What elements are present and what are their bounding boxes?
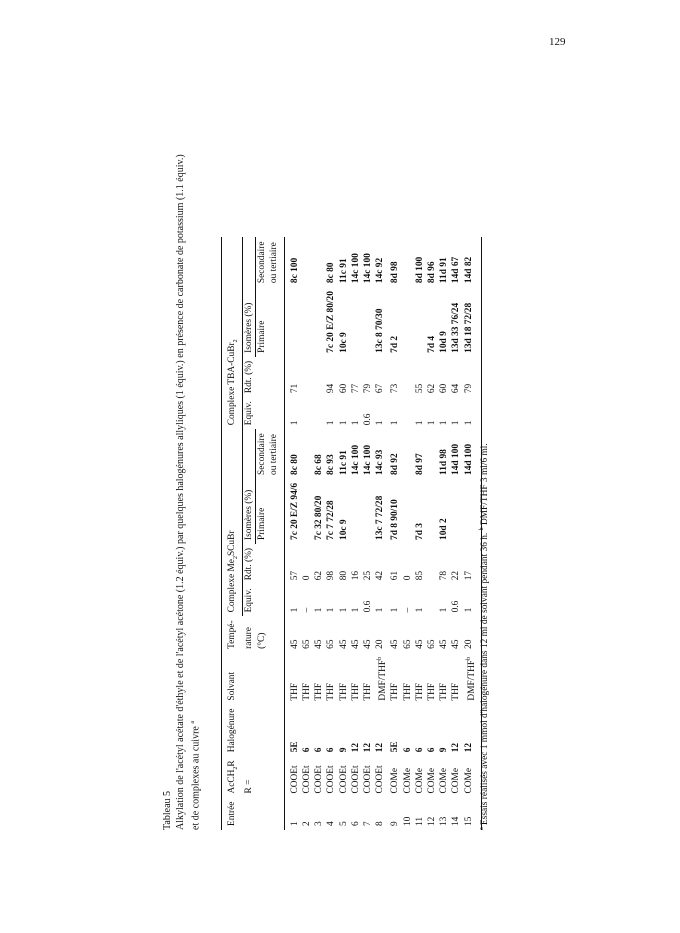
table-cell: 10 <box>402 816 413 826</box>
table-cell: 1 <box>463 397 482 429</box>
table-cell: 65 <box>427 639 438 649</box>
table-cell: 55 <box>414 383 425 394</box>
table-row <box>450 237 462 830</box>
header-equiv-1: Equiv. <box>244 588 255 613</box>
solvent-note-mark: b <box>377 656 384 660</box>
header-secondaire-2: Secondaire <box>257 241 268 284</box>
table-cell: 8d 98 <box>390 261 401 284</box>
table-cell: 22 <box>451 570 462 581</box>
table-cell: 0.6 <box>362 413 373 426</box>
table-cell: 8c 80 <box>326 262 337 284</box>
table-cell: 1 <box>451 420 462 426</box>
table-cell: 45 <box>338 639 349 649</box>
table-cell: 85 <box>414 570 425 581</box>
table-cell <box>313 397 325 429</box>
table-cell <box>301 397 313 429</box>
table-cell: 14 <box>451 816 462 826</box>
table-cell: 17 <box>463 544 482 584</box>
header-temperature-2: rature <box>243 627 254 649</box>
table-cell: 13 <box>439 816 450 826</box>
table-cell: 60 <box>439 383 450 394</box>
header-rdt-1: Rdt. (%) <box>244 547 255 581</box>
header-acch2r: AcCH$_2$R <box>222 756 243 797</box>
header-temperature: Tempé- <box>222 616 243 653</box>
table-cell: 7c 20 E/Z 80/20 <box>326 291 337 353</box>
header-primaire-1: Primaire <box>257 507 268 540</box>
table-cell: 62 <box>427 383 438 394</box>
table-cell: 1 <box>326 607 337 613</box>
table-cell: – <box>402 607 413 613</box>
table-cell: DMF/THF$^b$ <box>463 653 482 705</box>
table-cell: COMe <box>402 768 413 794</box>
table-cell: 4 <box>326 821 337 826</box>
table-cell <box>450 479 462 544</box>
rotated-table-region <box>161 0 581 830</box>
header-tertiaire-1: ou tertiaire <box>268 429 284 479</box>
table-cell: 1 <box>439 607 450 613</box>
table-cell: 14c 100 <box>362 253 373 284</box>
table-cell: 14c 100 <box>362 444 373 475</box>
table-cell: 15 <box>463 798 482 830</box>
table-cell: 78 <box>439 570 450 581</box>
table-cell: COMe <box>451 768 462 794</box>
table-cell: THF <box>350 682 361 701</box>
table-cell <box>362 287 374 357</box>
table-cell: 64 <box>451 383 462 394</box>
header-secondaire-1: Secondaire <box>257 433 268 475</box>
table-cell: 1 <box>338 607 349 613</box>
table-cell: 7d 3 <box>414 523 425 540</box>
table-cell: THF <box>439 682 450 701</box>
table-cell: 8d 97 <box>414 453 425 475</box>
table-row <box>350 237 362 830</box>
header-entree: Entrée <box>222 798 243 830</box>
table-cell: COMe <box>427 768 438 794</box>
caption-line-1: Alkylation de l'acétyl acétate d'éthyle et de l'acétyl acétone (1.2 équiv.) par quelques halogénures allyliques (1 équiv.) en présence de carbonate de potassium (1.1 équiv.) <box>175 154 186 830</box>
table-cell: 8c 100 <box>289 257 300 284</box>
table-cell: 67 <box>375 383 386 394</box>
table-cell: 20 <box>463 616 482 653</box>
table-cell <box>426 584 438 616</box>
table-cell: THF <box>326 682 337 701</box>
table-cell: 1 <box>289 420 300 426</box>
table-cell: DMF/THF$^b$ <box>377 656 389 701</box>
table-cell <box>301 287 313 357</box>
table-cell: THF <box>314 682 325 701</box>
page-number: 129 <box>549 36 566 48</box>
table-cell: 6 <box>350 821 361 826</box>
table-cell: 8d 100 <box>414 256 425 284</box>
table-cell: 10c 9 <box>338 519 349 540</box>
table-cell: THF <box>338 682 349 701</box>
table-cell: 2 <box>301 821 312 826</box>
table-cell: 62 <box>314 570 325 581</box>
table-cell <box>301 357 313 397</box>
table-cell: 1 <box>289 607 300 613</box>
table-cell: 6 <box>326 747 337 753</box>
table-cell: 8 <box>375 821 386 826</box>
table-row <box>389 237 401 830</box>
table-cell <box>313 287 325 357</box>
table-cell <box>350 287 362 357</box>
header-temperature-3: (°C) <box>256 632 267 649</box>
table-label: Tableau 5 <box>162 790 173 830</box>
table-cell: 14c 100 <box>350 444 361 475</box>
table-cell <box>402 357 414 397</box>
table-cell: 1 <box>289 821 300 826</box>
table-row <box>438 237 450 830</box>
table-cell: 8c 68 <box>314 454 325 475</box>
table-cell: THF <box>390 682 401 701</box>
table-cell: COOEt <box>314 765 325 794</box>
table-cell: 6 <box>427 747 438 753</box>
table-cell: 11c 91 <box>338 450 349 475</box>
table-cell: 77 <box>350 383 361 394</box>
table-cell: 1 <box>375 420 386 426</box>
table-cell: 13c 7 72/28 <box>375 495 386 540</box>
table-cell: 60 <box>338 383 349 394</box>
table-cell: 45 <box>350 639 361 649</box>
table-cell: 71 <box>289 383 300 394</box>
header-complexe-tba: Complexe TBA-CuBr$_2$ <box>222 237 243 429</box>
table-cell: 7d 4 <box>427 335 438 353</box>
table-row <box>414 237 426 830</box>
table-cell <box>362 479 374 544</box>
table-cell: 14d 100 <box>463 429 482 479</box>
table-cell: 5E <box>390 741 401 753</box>
table-cell: 5E <box>289 741 300 753</box>
table-cell: 11 <box>414 816 425 826</box>
table-row <box>313 237 325 830</box>
table-cell: COMe <box>414 768 425 794</box>
table-cell: 12 <box>362 742 373 753</box>
table-cell: 1 <box>314 607 325 613</box>
table-cell: 7 <box>362 821 373 826</box>
table-cell: 5 <box>338 821 349 826</box>
table-cell: 9 <box>338 747 349 753</box>
table-footnote: $^a$ Essais réalisés avec 1 mmol d'halogénure dans 12 ml de solvant pendant 36 h. $^b$ DMF/THF 3 ml/6 ml. <box>479 443 491 830</box>
table-cell <box>350 479 362 544</box>
table-cell: 0.6 <box>451 600 462 613</box>
table-row <box>402 237 414 830</box>
table-cell: 6 <box>414 747 425 753</box>
table-cell: 14d 67 <box>451 256 462 284</box>
table-cell: COOEt <box>350 765 361 794</box>
caption-note-mark: a <box>190 720 196 724</box>
table-cell: 8d 92 <box>390 453 401 475</box>
caption-line-2: et de complexes au cuivre <box>190 726 202 830</box>
table-cell: 11d 98 <box>439 449 450 475</box>
table-cell: 11c 91 <box>338 258 349 284</box>
table-cell: 1 <box>350 420 361 426</box>
table-cell: 1 <box>390 420 401 426</box>
table-cell: 14c 92 <box>375 257 386 284</box>
table-cell: COMe <box>439 768 450 794</box>
table-cell <box>313 357 325 397</box>
table-cell: 79 <box>463 357 482 397</box>
table-cell: 6 <box>314 747 325 753</box>
table-cell: COOEt <box>338 765 349 794</box>
table-cell <box>402 479 414 544</box>
table-cell: THF <box>289 682 300 701</box>
table-cell: 65 <box>301 639 312 649</box>
table-cell: 45 <box>362 639 373 649</box>
table-cell: 1 <box>350 607 361 613</box>
table-cell: 14c 100 <box>350 253 361 284</box>
table-cell: 13d 33 76/24 <box>451 302 462 353</box>
table-cell: 45 <box>439 639 450 649</box>
footnote-a: Essais réalisés avec 1 mmol d'halogénure dans 12 ml de solvant pendant 36 h. <box>480 532 491 825</box>
header-halogenure: Halogénure <box>222 705 243 757</box>
table-cell <box>402 397 414 429</box>
table-cell: COOEt <box>375 765 386 794</box>
table-cell <box>301 479 313 544</box>
table-cell: 13d 18 72/28 <box>463 287 482 357</box>
table-cell: 61 <box>390 570 401 581</box>
table-cell <box>426 479 438 544</box>
table-cell <box>301 237 313 287</box>
table-row <box>325 237 337 830</box>
solvent-note-mark: b <box>465 656 472 660</box>
table-cell: THF <box>362 682 373 701</box>
header-isomeres-2: Isomères (%) <box>243 237 256 356</box>
table-cell: 1 <box>390 607 401 613</box>
table-cell: 45 <box>314 639 325 649</box>
table-cell <box>402 287 414 357</box>
table-cell: 6 <box>402 747 413 753</box>
table-cell: 14c 93 <box>375 449 386 475</box>
header-primaire-2: Primaire <box>257 320 268 353</box>
table-cell: 8c 80 <box>289 454 300 475</box>
table-cell: 73 <box>390 383 401 394</box>
table-cell: 7c 32 80/20 <box>314 495 325 540</box>
header-rdt-2: Rdt. (%) <box>244 360 255 394</box>
table-cell: 9 <box>390 821 401 826</box>
table-cell: COMe <box>390 768 401 794</box>
table-cell: 14d 82 <box>463 237 482 287</box>
table-cell: 10d 2 <box>439 518 450 540</box>
table-row <box>362 237 374 830</box>
table-cell <box>414 287 426 357</box>
table-cell: 0 <box>301 575 312 581</box>
table-cell: 1 <box>338 420 349 426</box>
table-cell: 12 <box>451 742 462 753</box>
table-cell: THF <box>414 682 425 701</box>
table-cell: 0.6 <box>362 600 373 613</box>
table-cell <box>426 429 438 479</box>
table-cell: COOEt <box>326 765 337 794</box>
header-tertiaire-2: ou tertiaire <box>268 237 284 287</box>
table-row <box>426 237 438 830</box>
table-cell: 8d 96 <box>427 261 438 284</box>
table-cell: 8c 93 <box>326 454 337 475</box>
table-cell: 20 <box>375 639 386 649</box>
table-cell: 1 <box>427 420 438 426</box>
table-cell <box>402 429 414 479</box>
table-cell: 42 <box>375 570 386 581</box>
table-cell: 7c 7 72/28 <box>326 500 337 540</box>
table-cell: THF <box>451 682 462 701</box>
table-cell <box>284 287 301 357</box>
table-cell: 12 <box>375 742 386 753</box>
table-cell: 98 <box>326 570 337 581</box>
table-cell: 12 <box>463 705 482 757</box>
table-cell: 1 <box>414 607 425 613</box>
table-cell: 10c 9 <box>338 332 349 353</box>
header-equiv-2: Equiv. <box>244 401 255 426</box>
table-cell: 1 <box>326 420 337 426</box>
table-cell: 14d 100 <box>451 443 462 475</box>
table-cell: – <box>301 607 312 613</box>
table-cell: 11d 91 <box>439 257 450 284</box>
table-cell: 9 <box>439 747 450 753</box>
table-row <box>284 237 301 830</box>
footnote-b: DMF/THF 3 ml/6 ml. <box>480 443 491 526</box>
results-table <box>221 237 482 830</box>
table-cell: COOEt <box>289 765 300 794</box>
table-cell <box>426 544 438 584</box>
table-cell: 65 <box>326 639 337 649</box>
table-cell: THF <box>301 682 312 701</box>
table-cell: COMe <box>463 756 482 797</box>
table-cell <box>301 429 313 479</box>
table-cell: 16 <box>350 570 361 581</box>
table-cell: 7d 8 90/10 <box>390 499 401 540</box>
table-cell: 45 <box>414 639 425 649</box>
table-cell: 6 <box>301 747 312 753</box>
table-cell: THF <box>427 682 438 701</box>
table-cell: 13c 8 70/30 <box>375 308 386 353</box>
table-cell: 10d 9 <box>439 331 450 353</box>
table-cell <box>402 237 414 287</box>
table-cell: 1 <box>463 584 482 616</box>
table-row <box>374 237 389 830</box>
table-caption <box>161 50 202 830</box>
table-cell: 80 <box>338 570 349 581</box>
header-r-eq: R = <box>243 779 254 794</box>
table-cell: 3 <box>314 821 325 826</box>
table-cell: 1 <box>414 420 425 426</box>
table-body <box>284 237 481 830</box>
header-complexe-me2scubr: Complexe $Me_2SCuBr$ <box>222 429 243 616</box>
table-cell: 12 <box>427 816 438 826</box>
table-cell: COOEt <box>301 765 312 794</box>
table-cell <box>313 237 325 287</box>
table-cell: 45 <box>390 639 401 649</box>
table-cell: 25 <box>362 570 373 581</box>
table-cell: 12 <box>350 742 361 753</box>
table-cell: THF <box>402 682 413 701</box>
table-row <box>301 237 313 830</box>
table-cell: 1 <box>375 607 386 613</box>
table-cell: 7d 2 <box>390 335 401 353</box>
table-cell: 79 <box>362 383 373 394</box>
table-cell: 57 <box>289 570 300 581</box>
header-solvant: Solvant <box>222 653 243 705</box>
table-cell: 45 <box>289 639 300 649</box>
table-cell: 45 <box>451 639 462 649</box>
table-cell: 7c 20 E/Z 94/6 <box>289 482 300 540</box>
table-cell: COOEt <box>362 765 373 794</box>
header-isomeres-1: Isomères (%) <box>243 429 256 544</box>
table-cell: 0 <box>402 575 413 581</box>
table-row <box>338 237 350 830</box>
table-cell: 1 <box>439 420 450 426</box>
table-cell: 65 <box>402 639 413 649</box>
table-cell: 94 <box>326 383 337 394</box>
